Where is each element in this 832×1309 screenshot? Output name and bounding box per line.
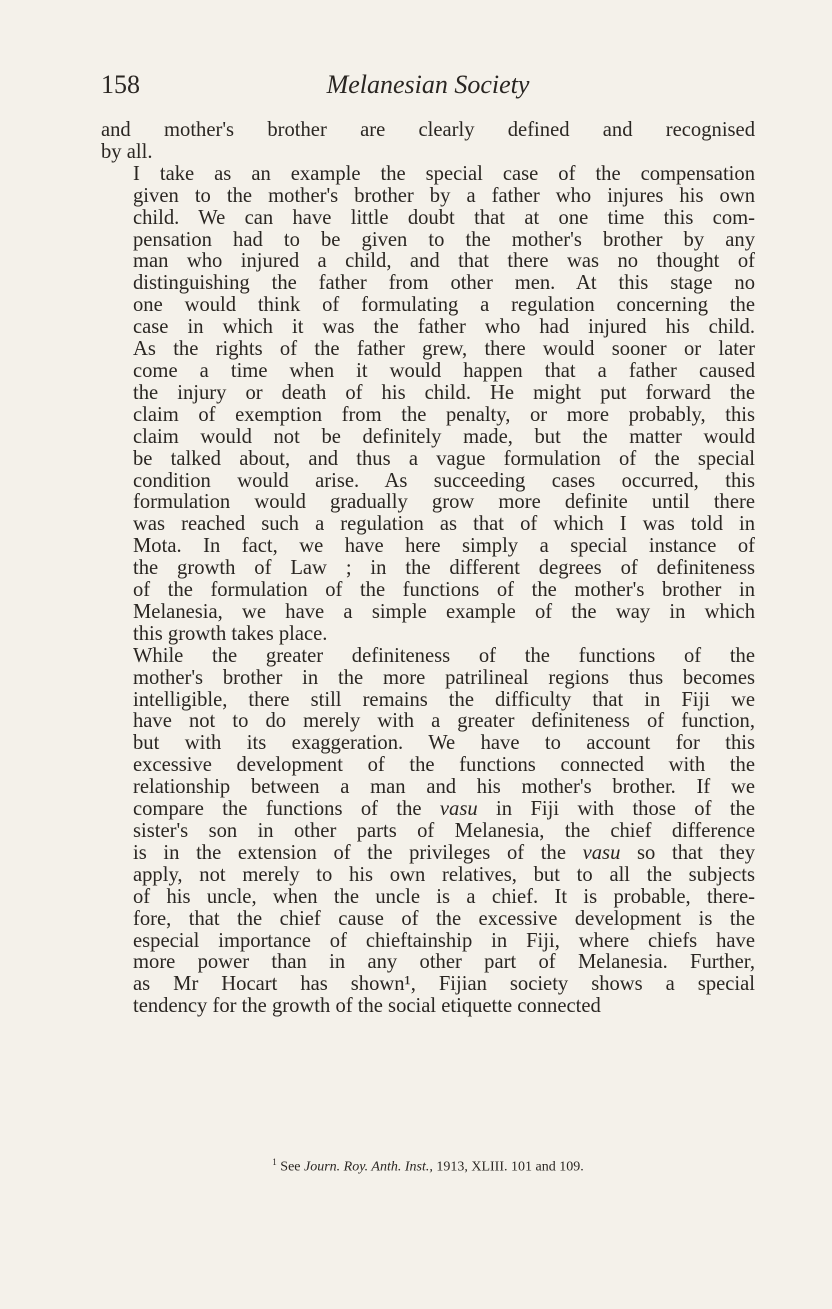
text-line: this growth takes place. [133, 622, 328, 645]
text-line: one would think of formulating a regulation concerning the [133, 294, 755, 317]
text-line: child. We can have little doubt that at one time this com- [133, 206, 755, 229]
footnote-reference: 1913, XLIII. 101 and 109. [436, 1159, 584, 1175]
text-line: formulation would gradually grow more definite until there [133, 491, 755, 514]
text-line: by all. [101, 140, 153, 163]
text-line: claim would not be definitely made, but the matter would [133, 425, 755, 448]
page-header [101, 70, 755, 104]
footnote-prefix: See [280, 1159, 301, 1175]
text-line: the growth of Law ; in the different degrees of definiteness [133, 557, 755, 580]
text-line: Mota. In fact, we have here simply a special instance of [133, 535, 755, 558]
text-line: excessive development of the functions connected with the [133, 754, 755, 777]
text-line: given to the mother's brother by a father who injures his own [133, 184, 755, 207]
footnote [101, 1157, 755, 1176]
text-line: sister's son in other parts of Melanesia, the chief difference [133, 820, 755, 842]
text-line: of his uncle, when the uncle is a chief. It is probable, there- [133, 885, 755, 908]
text-line: claim of exemption from the penalty, or more probably, this [133, 403, 755, 426]
paragraph [101, 120, 755, 164]
body-text [101, 120, 755, 1018]
text-line: and mother's brother are clearly defined and recognised [101, 119, 755, 141]
footnote-journal: Journ. Roy. Anth. Inst., [304, 1159, 433, 1175]
page-number: 158 [101, 70, 140, 99]
text-line: fore, that the chief cause of the excessive development is the [133, 907, 755, 930]
running-title: Melanesian Society [326, 70, 530, 99]
text-line: as Mr Hocart has shown¹, Fijian society shows a special [133, 973, 755, 996]
text-line: compare the functions of the vasu in Fiji with those of the [133, 798, 755, 821]
paragraph [101, 646, 755, 1018]
text-line: case in which it was the father who had injured his child. [133, 316, 755, 339]
text-line: especial importance of chieftainship in Fiji, where chiefs have [133, 929, 755, 952]
text-line: apply, not merely to his own relatives, but to all the subjects [133, 863, 755, 886]
text-line: more power than in any other part of Melanesia. Further, [133, 951, 755, 974]
text-line: come a time when it would happen that a father caused [133, 359, 755, 382]
text-line: condition would arise. As succeeding cases occurred, this [133, 469, 755, 492]
text-line: is in the extension of the privileges of the vasu so that they [133, 841, 756, 864]
text-line: but with its exaggeration. We have to account for this [133, 732, 755, 755]
text-line: relationship between a man and his mother's brother. If we [133, 776, 755, 799]
text-line: was reached such a regulation as that of which I was told in [133, 513, 755, 536]
text-line: the injury or death of his child. He might put forward the [133, 381, 755, 404]
text-line: tendency for the growth of the social etiquette connected [133, 995, 601, 1018]
text-line: distinguishing the father from other men. At this stage no [133, 272, 755, 295]
text-line: Melanesia, we have a simple example of the way in which [133, 600, 755, 623]
text-line: have not to do merely with a greater definiteness of function, [133, 710, 755, 733]
text-line: I take as an example the special case of the compensation [133, 162, 755, 185]
text-line: of the formulation of the functions of the mother's brother in [133, 579, 755, 602]
text-line: mother's brother in the more patrilineal regions thus becomes [133, 666, 755, 689]
footnote-marker: 1 [272, 1157, 277, 1167]
text-line: man who injured a child, and that there was no thought of [133, 250, 755, 273]
text-line: pensation had to be given to the mother's brother by any [133, 228, 755, 251]
text-line: As the rights of the father grew, there would sooner or later [133, 338, 755, 361]
text-line: While the greater definiteness of the functions of the [133, 644, 755, 667]
text-line: be talked about, and thus a vague formulation of the special [133, 447, 755, 470]
text-line: intelligible, there still remains the difficulty that in Fiji we [133, 688, 755, 711]
paragraph [101, 164, 755, 646]
